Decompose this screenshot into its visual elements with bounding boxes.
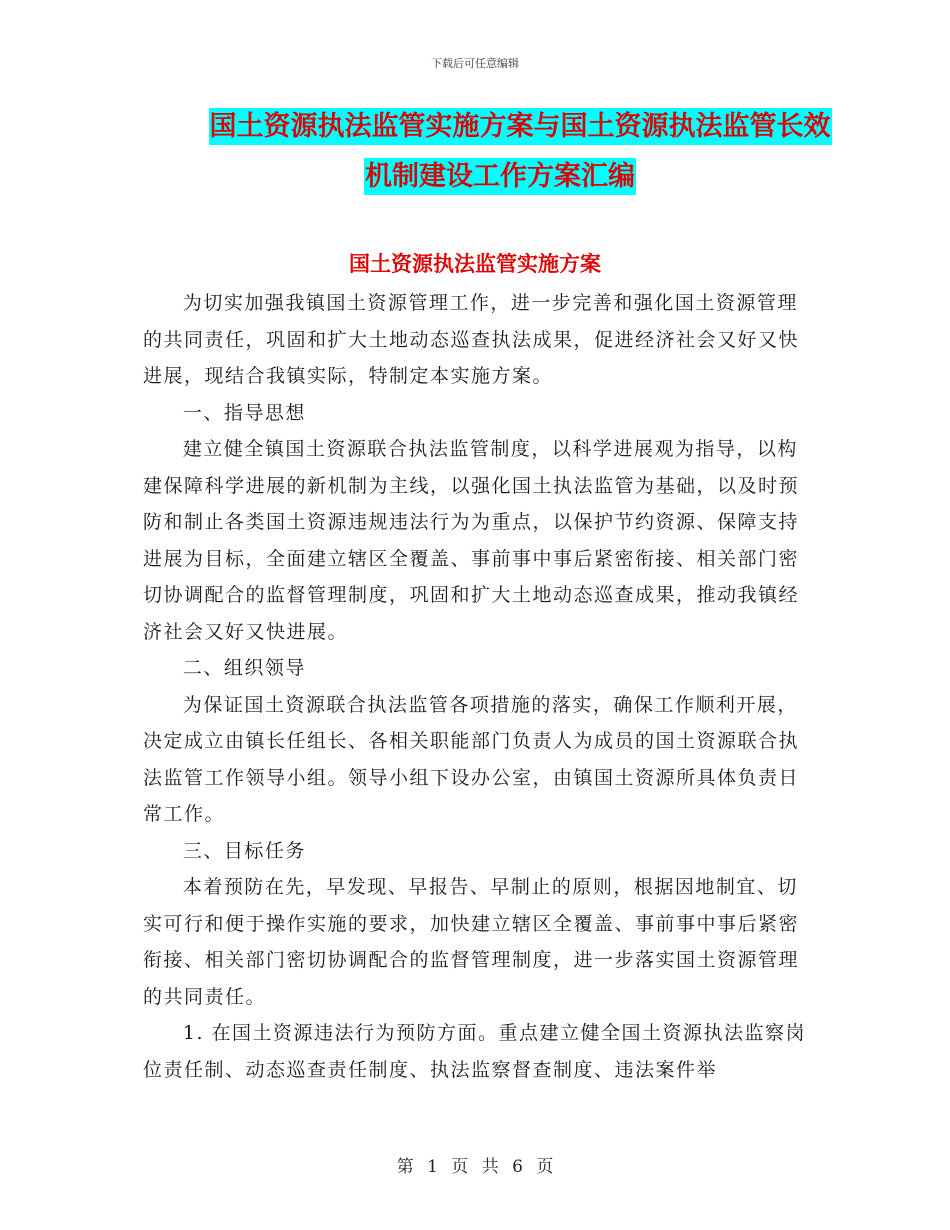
document-title-line-1: 国土资源执法监管实施方案与国土资源执法监管长效 [209, 108, 832, 145]
heading-organization: 二、组织领导 [182, 657, 306, 679]
paragraph-organization: 为保证国土资源联合执法监管各项措施的落实，确保工作顺利开展，决定成立由镇长任组长、各相关职能部门负责人为成员的国土资源联合执法监管工作领导小组。领导小组下设办公室，由镇国土资源所具体负责日常工作。 [143, 693, 800, 825]
paragraph-guiding-ideology: 建立健全镇国土资源联合执法监管制度，以科学进展观为指导，以构建保障科学进展的新机制为主线，以强化国土执法监管为基础，以及时预防和制止各类国土资源违规违法行为为重点，以保护节约资源、保障支持进展为目标，全面建立辖区全覆盖、事前事中事后紧密衔接、相关部门密切协调配合的监督管理制度，巩固和扩大土地动态巡查成果，推动我镇经济社会又好又快进展。 [143, 438, 800, 643]
heading-objectives: 三、目标任务 [182, 839, 306, 862]
paragraph-item-1: 1. 在国土资源违法行为预防方面。重点建立健全国土资源执法监察岗位责任制、动态巡查责任制度、执法监察督查制度、违法案件举 [143, 1022, 807, 1081]
section-title: 国土资源执法监管实施方案 [349, 252, 601, 276]
document-title [160, 108, 840, 195]
paragraph-objectives: 本着预防在先，早发现、早报告、早制止的原则，根据因地制宜、切实可行和便于操作实施的要求，加快建立辖区全覆盖、事前事中事后紧密衔接、相关部门密切协调配合的监督管理制度，进一步落实国土资源管理的共同责任。 [143, 876, 800, 1008]
page-footer: 第 1 页 共 6 页 [396, 1157, 554, 1177]
paragraph-intro: 为切实加强我镇国土资源管理工作，进一步完善和强化国土资源管理的共同责任，巩固和扩大土地动态巡查执法成果，促进经济社会又好又快进展，现结合我镇实际，特制定本实施方案。 [143, 292, 800, 387]
heading-guiding-ideology: 一、指导思想 [182, 401, 306, 424]
page-header-note: 下载后可任意编辑 [431, 57, 519, 70]
document-body [143, 285, 811, 1088]
document-title-line-2: 机制建设工作方案汇编 [364, 158, 636, 195]
